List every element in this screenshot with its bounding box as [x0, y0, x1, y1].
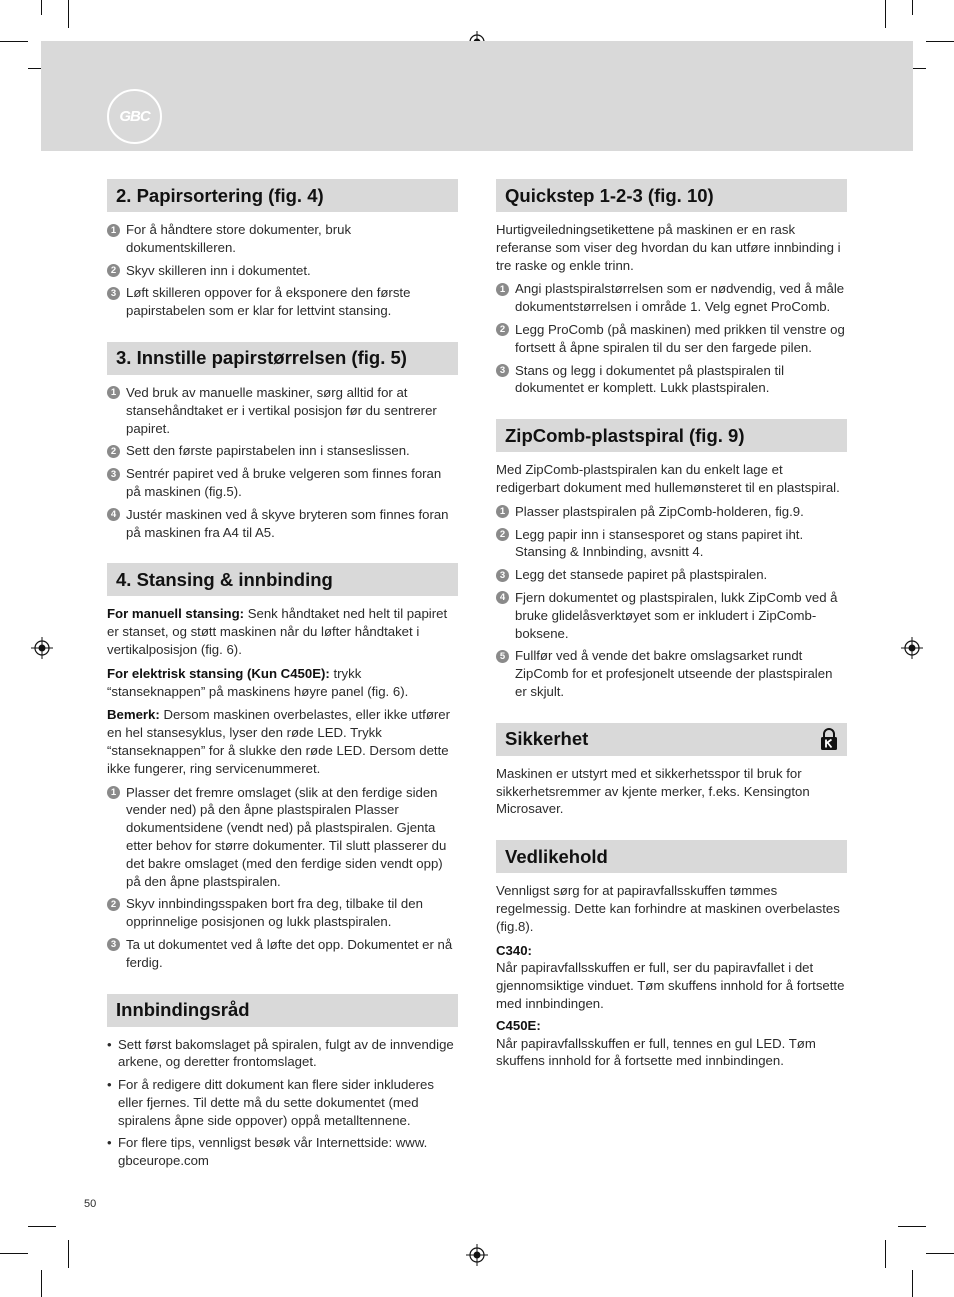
left-column: [107, 179, 458, 1192]
section-papirsortering: [107, 179, 458, 320]
step-number-icon: 1: [107, 386, 120, 399]
crop-mark: [41, 1270, 42, 1297]
list-item-text: Plasser det fremre omslaget (slik at den ferdige siden vender ned) på den åpne plastspiralen Plasser dokumentsidene (vendt ned) på plastspiralen. Gjenta etter behov for større dokumenter. Til slutt plasserer du det bakre omslaget (med den ferdige siden vendt opp) på den åpne plastspiralen.: [126, 784, 447, 889]
list-item-text: Stans og legg i dokumentet på plastspiralen til dokumentet er komplett. Lukk plastspiralen.: [515, 362, 785, 396]
list-item-text: Plasser plastspiralen på ZipComb-holderen, fig.9.: [515, 503, 804, 519]
label-bold: C450E:: [496, 1017, 541, 1033]
list-item-text: Skyv skilleren inn i dokumentet.: [126, 262, 311, 278]
label-bold: For manuell stansing:: [107, 606, 245, 622]
list-item-text: Løft skilleren oppover for å eksponere den første papirstabelen som er klar for lettvint stansing.: [126, 285, 411, 319]
crop-mark: [926, 41, 954, 42]
step-number-icon: 2: [107, 898, 120, 911]
paragraph-text: Maskinen er utstyrt med et sikkerhetsspor til bruk for sikkerhetsremmer av kjente merker, f.eks. Kensington Microsaver.: [496, 765, 810, 817]
crop-mark: [912, 0, 913, 15]
paragraph-manual: [107, 605, 458, 658]
logo-text: GBC: [119, 108, 150, 125]
section-quickstep: [496, 179, 847, 397]
bullet-icon: •: [107, 1135, 112, 1151]
step-number-icon: 3: [107, 468, 120, 481]
list-item: [496, 503, 847, 521]
crop-mark: [0, 1253, 28, 1254]
label-bold: C340:: [496, 942, 532, 958]
numbered-list: [496, 280, 847, 397]
list-item: [496, 647, 847, 700]
step-number-icon: 3: [496, 364, 509, 377]
header-banner: [41, 41, 913, 151]
crop-mark: [68, 0, 69, 28]
paragraph-text: trykk “stanseknappen” på maskinens høyre panel (fig. 6).: [107, 665, 409, 699]
paragraph-c450e: [496, 1017, 847, 1070]
paragraph-note: [107, 706, 458, 777]
kensington-lock-icon: [820, 727, 838, 751]
paragraph-intro: Hurtigveiledningsetikettene på maskinen er en rask referanse som viser deg hvordan du kan utføre innbinding i tre raske og enkle trinn.: [496, 222, 841, 273]
numbered-list: [496, 503, 847, 701]
heading-text: 3. Innstille papirstørrelsen (fig. 5): [116, 347, 407, 369]
step-number-icon: 2: [496, 528, 509, 541]
paragraph-text: Når papiravfallsskuffen er full, ser du papiravfallet i det gjennomsiktige vinduet. Tøm skuffens innhold for å fortsette med innbindingen.: [496, 960, 845, 1011]
page-number: 50: [84, 1198, 97, 1210]
step-number-icon: 4: [107, 508, 120, 521]
label-bold: Bemerk:: [107, 707, 160, 723]
step-number-icon: 3: [107, 287, 120, 300]
heading-text: 4. Stansing & innbinding: [116, 568, 333, 590]
list-item-text: Legg det stansede papiret på plastspiralen.: [515, 567, 768, 583]
registration-mark-icon: [466, 1244, 488, 1266]
heading-text: Quickstep 1-2-3 (fig. 10): [505, 184, 714, 206]
list-item: [107, 1134, 458, 1170]
list-item-text: Ved bruk av manuelle maskiner, sørg alltid for at stansehåndtaket er i vertikal posisjon før du sentrerer papiret.: [126, 384, 437, 436]
list-item: [107, 384, 458, 437]
step-number-icon: 1: [496, 505, 509, 518]
list-item: [107, 262, 458, 280]
paragraph-intro: Vennligst sørg for at papiravfallsskuffen tømmes regelmessig. Dette kan forhindre at maskinen overbelastes (fig.8).: [496, 883, 840, 934]
section-heading: [107, 994, 458, 1027]
step-number-icon: 2: [496, 323, 509, 336]
list-item-text: Legg papir inn i stansesporet og stans papiret iht. Stansing & Innbinding, avsnitt 4.: [515, 526, 804, 560]
list-item: [496, 280, 847, 316]
bullet-icon: •: [107, 1036, 112, 1052]
registration-mark-icon: [31, 637, 53, 659]
list-item-text: Sett den første papirstabelen inn i stanseslissen.: [126, 443, 410, 459]
section-heading: [496, 723, 847, 756]
section-innbindingsrad: [107, 994, 458, 1171]
paragraph-electric: [107, 665, 458, 701]
registration-mark-icon: [901, 637, 923, 659]
step-number-icon: 2: [107, 264, 120, 277]
list-item: [107, 1076, 458, 1129]
list-item-text: Ta ut dokumentet ved å løfte det opp. Dokumentet er nå ferdig.: [126, 936, 453, 970]
list-item-text: Sentrér papiret ved å bruke velgeren som finnes foran på maskinen (fig.5).: [126, 466, 442, 499]
section-heading: [107, 342, 458, 375]
list-item-text: Skyv innbindingsspaken bort fra deg, tilbake til den opprinnelige posisjonen og lukk plastspiralen.: [126, 896, 423, 930]
section-innstille: [107, 342, 458, 541]
list-item: [496, 526, 847, 562]
crop-mark: [898, 1226, 926, 1227]
heading-text: Sikkerhet: [505, 728, 589, 750]
list-item-text: For å håndtere store dokumenter, bruk dokumentskilleren.: [126, 222, 352, 255]
list-item: [107, 506, 458, 542]
numbered-list: [107, 384, 458, 541]
list-item-text: Angi plastspiralstørrelsen som er nødvendig, ved å måle dokumentstørrelsen i område 1. Velg egnet ProComb.: [515, 281, 845, 315]
section-heading: [107, 179, 458, 212]
section-sikkerhet: [496, 723, 847, 818]
numbered-list: [107, 221, 458, 320]
step-number-icon: 1: [107, 224, 120, 237]
numbered-list: [107, 784, 458, 972]
step-number-icon: 5: [496, 650, 509, 663]
right-column: [496, 179, 847, 1092]
crop-mark: [0, 41, 28, 42]
list-item: [496, 566, 847, 584]
label-bold: For elektrisk stansing (Kun C450E):: [107, 665, 330, 681]
heading-text: Innbindingsråd: [116, 999, 250, 1020]
step-number-icon: 3: [496, 569, 509, 582]
step-number-icon: 4: [496, 591, 509, 604]
section-heading: [496, 840, 847, 873]
list-item: [107, 221, 458, 257]
section-zipcomb: [496, 419, 847, 701]
crop-mark: [28, 1226, 56, 1227]
list-item-text: For flere tips, vennligst besøk vår Internettside: www. gbceurope.com: [118, 1135, 428, 1169]
section-vedlikehold: [496, 840, 847, 1070]
step-number-icon: 1: [107, 786, 120, 799]
gbc-logo: [107, 89, 162, 144]
list-item-text: Sett først bakomslaget på spiralen, fulgt av de innvendige arkene, og deretter frontomslaget.: [118, 1036, 454, 1070]
paragraph-text: Når papiravfallsskuffen er full, tennes en gul LED. Tøm skuffens innhold for å fortsette med innbindingen.: [496, 1035, 816, 1069]
list-item-text: Fjern dokumentet og plastspiralen, lukk ZipComb ved å bruke glidelåsverktøyet som er inkludert i ZipComb-boksene.: [515, 589, 838, 641]
list-item: [107, 936, 458, 972]
list-item-text: Fullfør ved å vende det bakre omslagsarket rundt ZipComb for et profesjonelt utseende der plastspiralen er skjult.: [515, 648, 833, 699]
list-item: [107, 442, 458, 460]
list-item: [107, 465, 458, 501]
paragraph-c340: [496, 942, 847, 1013]
list-item: [107, 895, 458, 931]
section-heading: [107, 563, 458, 596]
step-number-icon: 3: [107, 938, 120, 951]
bullet-list: [107, 1036, 458, 1171]
heading-text: 2. Papirsortering (fig. 4): [116, 184, 324, 206]
list-item: [496, 362, 847, 398]
list-item: [107, 1036, 458, 1072]
bullet-icon: •: [107, 1077, 112, 1093]
crop-mark: [885, 0, 886, 28]
heading-text: ZipComb-plastspiral (fig. 9): [505, 424, 745, 446]
heading-text: Vedlikehold: [505, 845, 608, 867]
step-number-icon: 2: [107, 445, 120, 458]
section-stansing: [107, 563, 458, 971]
list-item-text: Legg ProComb (på maskinen) med prikken til venstre og fortsett å åpne spiralen til du ser den fargede pilen.: [515, 321, 845, 355]
crop-mark: [912, 1270, 913, 1297]
list-item: [496, 589, 847, 642]
paragraph-text: Dersom maskinen overbelastes, eller ikke utfører en hel stansesyklus, lyser den røde LED. Trykk “stanseknappen” for å slukke den røde LED. Dersom dette ikke fungerer, ring servicenummeret.: [107, 707, 451, 776]
section-heading: [496, 179, 847, 212]
crop-mark: [68, 1240, 69, 1268]
list-item: [107, 284, 458, 320]
list-item: [496, 321, 847, 357]
crop-mark: [885, 1240, 886, 1268]
step-number-icon: 1: [496, 283, 509, 296]
list-item-text: For å redigere ditt dokument kan flere sider inkluderes eller fjernes. Til dette må du sette dokumentet (med spiralens åpne side oppover) oppå metalltennene.: [118, 1077, 434, 1128]
list-item: [107, 784, 458, 891]
paragraph-intro: Med ZipComb-plastspiralen kan du enkelt lage et redigerbart dokument med hullemønsteret til en plastspiral.: [496, 462, 840, 495]
crop-mark: [926, 1253, 954, 1254]
crop-mark: [41, 0, 42, 15]
paragraph-text: Senk håndtaket ned helt til papiret er stanset, og støtt maskinen når du løfter håndtaket i vertikalposisjon (fig. 6).: [107, 606, 448, 657]
list-item-text: Justér maskinen ved å skyve bryteren som finnes foran på maskinen fra A4 til A5.: [126, 506, 449, 540]
section-heading: [496, 419, 847, 452]
